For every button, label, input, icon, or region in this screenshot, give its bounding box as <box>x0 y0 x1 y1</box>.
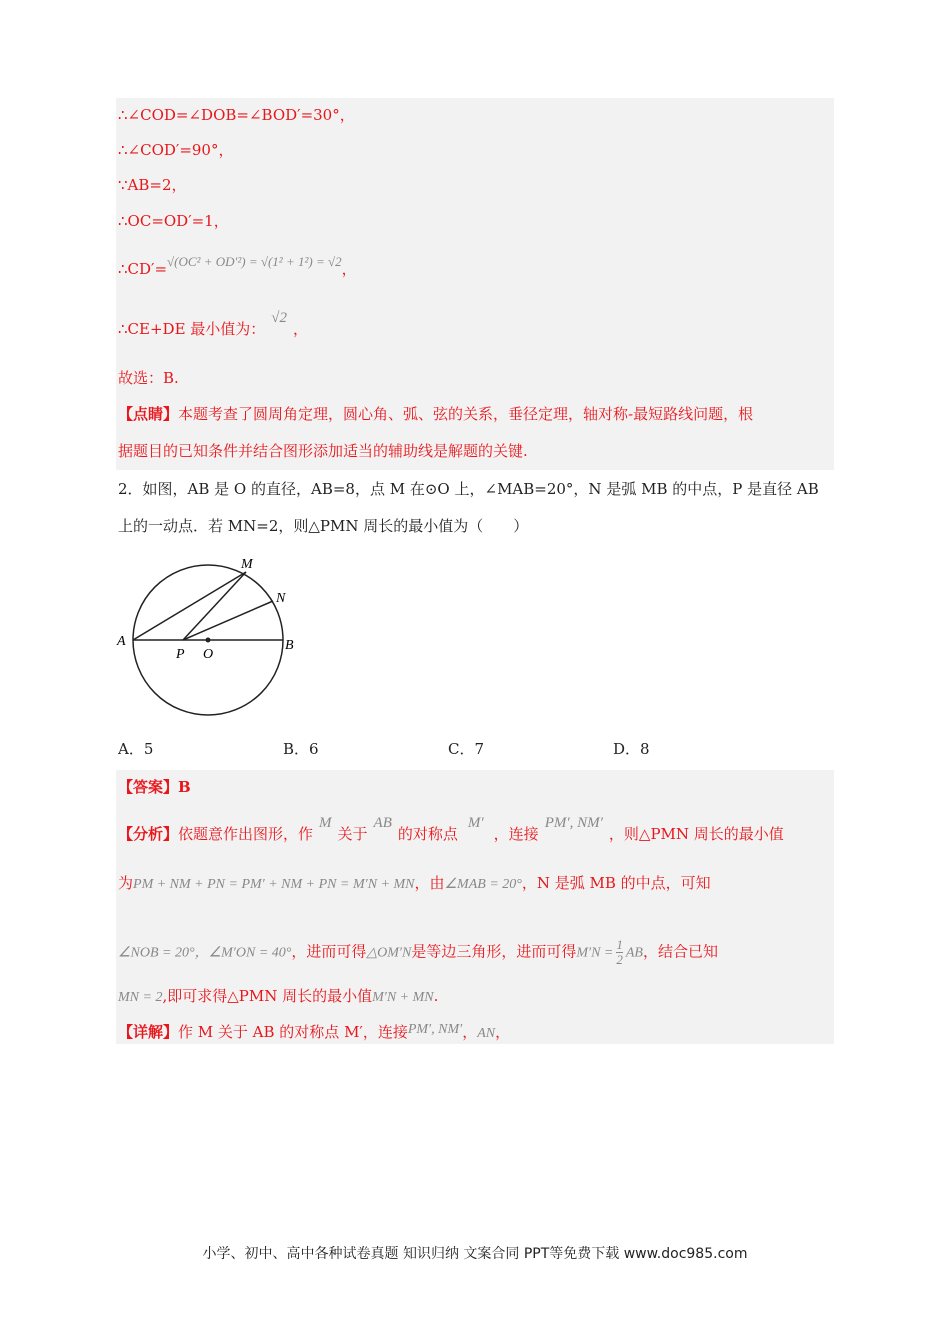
label-o: O <box>203 647 214 662</box>
analysis-text: ，结合已知 <box>642 942 718 961</box>
math-angle-mab: ∠MAB = 20° <box>444 877 522 892</box>
comment-line-2: 据题目的已知条件并结合图形添加适当的辅助线是解题的关键. <box>118 442 528 460</box>
math-pm-nm: PM′, NM′ <box>407 1022 463 1037</box>
math-an: AN <box>477 1026 496 1041</box>
label-b: B <box>285 638 294 653</box>
solution-line-7: 故选：B. <box>118 369 179 387</box>
analysis-text: ，N 是弧 MB 的中点，可知 <box>521 874 711 892</box>
math-ab: AB <box>373 815 392 831</box>
min-suffix: ， <box>293 320 309 338</box>
math-mn-2: MN = 2 <box>118 990 163 1005</box>
analysis-text: 依题意作出图形，作 <box>178 825 314 843</box>
label-n: N <box>276 591 286 606</box>
fraction-num: 1 <box>616 937 623 952</box>
page-footer: 小学、初中、高中各种试卷真题 知识归纳 文案合同 PPT等免费下载 www.doc985.com <box>202 1246 748 1262</box>
analysis-tag: 【分析】 <box>118 825 179 843</box>
cd-suffix: ， <box>341 260 357 278</box>
label-m: M <box>241 557 253 572</box>
option-d: D．8 <box>613 740 650 758</box>
analysis-text: 的对称点 <box>397 825 458 843</box>
label-p: P <box>176 647 185 662</box>
detail-text: ， <box>462 1023 478 1041</box>
math-m: M <box>319 815 332 831</box>
min-prefix: ∴CE+DE 最小值为： <box>118 320 266 338</box>
answer-line: 【答案】B <box>118 778 191 796</box>
min-value: √2 <box>271 310 288 326</box>
analysis-text: ，则△PMN 周长的最小值 <box>608 825 784 843</box>
detail-line-1 <box>118 1021 510 1045</box>
segment-pn <box>183 601 273 640</box>
math-perimeter: PM + NM + PN = PM′ + NM + PN = M′N + MN <box>133 877 415 892</box>
segment-pm <box>183 572 246 640</box>
option-a: A．5 <box>118 740 154 758</box>
solution-line-4: ∴OC=OD′=1， <box>118 212 229 230</box>
analysis-text: ,即可求得△PMN 周长的最小值 <box>162 987 373 1005</box>
comment-tag: 【点睛】 <box>118 405 179 423</box>
analysis-text: 为 <box>118 874 134 892</box>
circle-figure <box>110 550 310 720</box>
math-angles: ∠NOB = 20°，∠M′ON = 40° <box>118 945 292 961</box>
analysis-text: 关于 <box>337 825 368 843</box>
solution-line-3: ∵AB=2， <box>118 176 187 194</box>
option-c: C．7 <box>448 740 485 758</box>
analysis-text: . <box>433 987 439 1005</box>
question-2-line-1: 2．如图，AB 是 O 的直径，AB=8，点 M 在⊙O 上，∠MAB=20°，N 是弧 MB 的中点，P 是直径 AB <box>118 480 819 498</box>
chord-am <box>133 572 246 640</box>
solution-line-1: ∴∠COD=∠DOB=∠BOD′=30°， <box>118 106 355 124</box>
analysis-text: 是等边三角形，进而可得 <box>411 942 577 961</box>
analysis-text: ，进而可得 <box>291 942 367 961</box>
analysis-line-2 <box>118 872 711 896</box>
analysis-line-4 <box>118 985 438 1009</box>
analysis-line-1 <box>118 815 784 846</box>
cd-formula: √(OC² + OD′²) = √(1² + 1²) = √2 <box>167 254 342 269</box>
math-pm-nm: PM′, NM′ <box>544 815 603 831</box>
comment-text-1: 本题考查了圆周角定理，圆心角、弧、弦的关系，垂径定理，轴对称-最短路线问题，根 <box>178 405 754 423</box>
label-a: A <box>117 634 126 649</box>
center-point <box>206 638 211 643</box>
option-b: B．6 <box>283 740 319 758</box>
math-min: M′N + MN <box>372 990 434 1005</box>
solution-line-2: ∴∠COD′=90°， <box>118 141 234 159</box>
solution-line-5 <box>118 254 357 281</box>
detail-text: 作 M 关于 AB 的对称点 M′，连接 <box>178 1023 408 1041</box>
math-triangle: △OM′N <box>366 945 412 961</box>
math-fraction <box>616 938 623 967</box>
math-m-prime: M′ <box>467 815 484 831</box>
comment-line-1 <box>118 403 753 425</box>
question-2-line-2: 上的一动点．若 MN=2，则△PMN 周长的最小值为（ ） <box>118 517 529 535</box>
math-mn-eq: M′N = <box>576 945 614 961</box>
analysis-line-3 <box>118 938 718 967</box>
detail-tag: 【详解】 <box>118 1023 179 1041</box>
cd-prefix: ∴CD′= <box>118 260 168 278</box>
solution-line-6 <box>118 310 309 341</box>
detail-text: ， <box>495 1023 511 1041</box>
analysis-text: ，由 <box>414 874 445 892</box>
fraction-den: 2 <box>616 952 623 967</box>
math-ab: AB <box>625 945 643 961</box>
analysis-text: ，连接 <box>493 825 539 843</box>
